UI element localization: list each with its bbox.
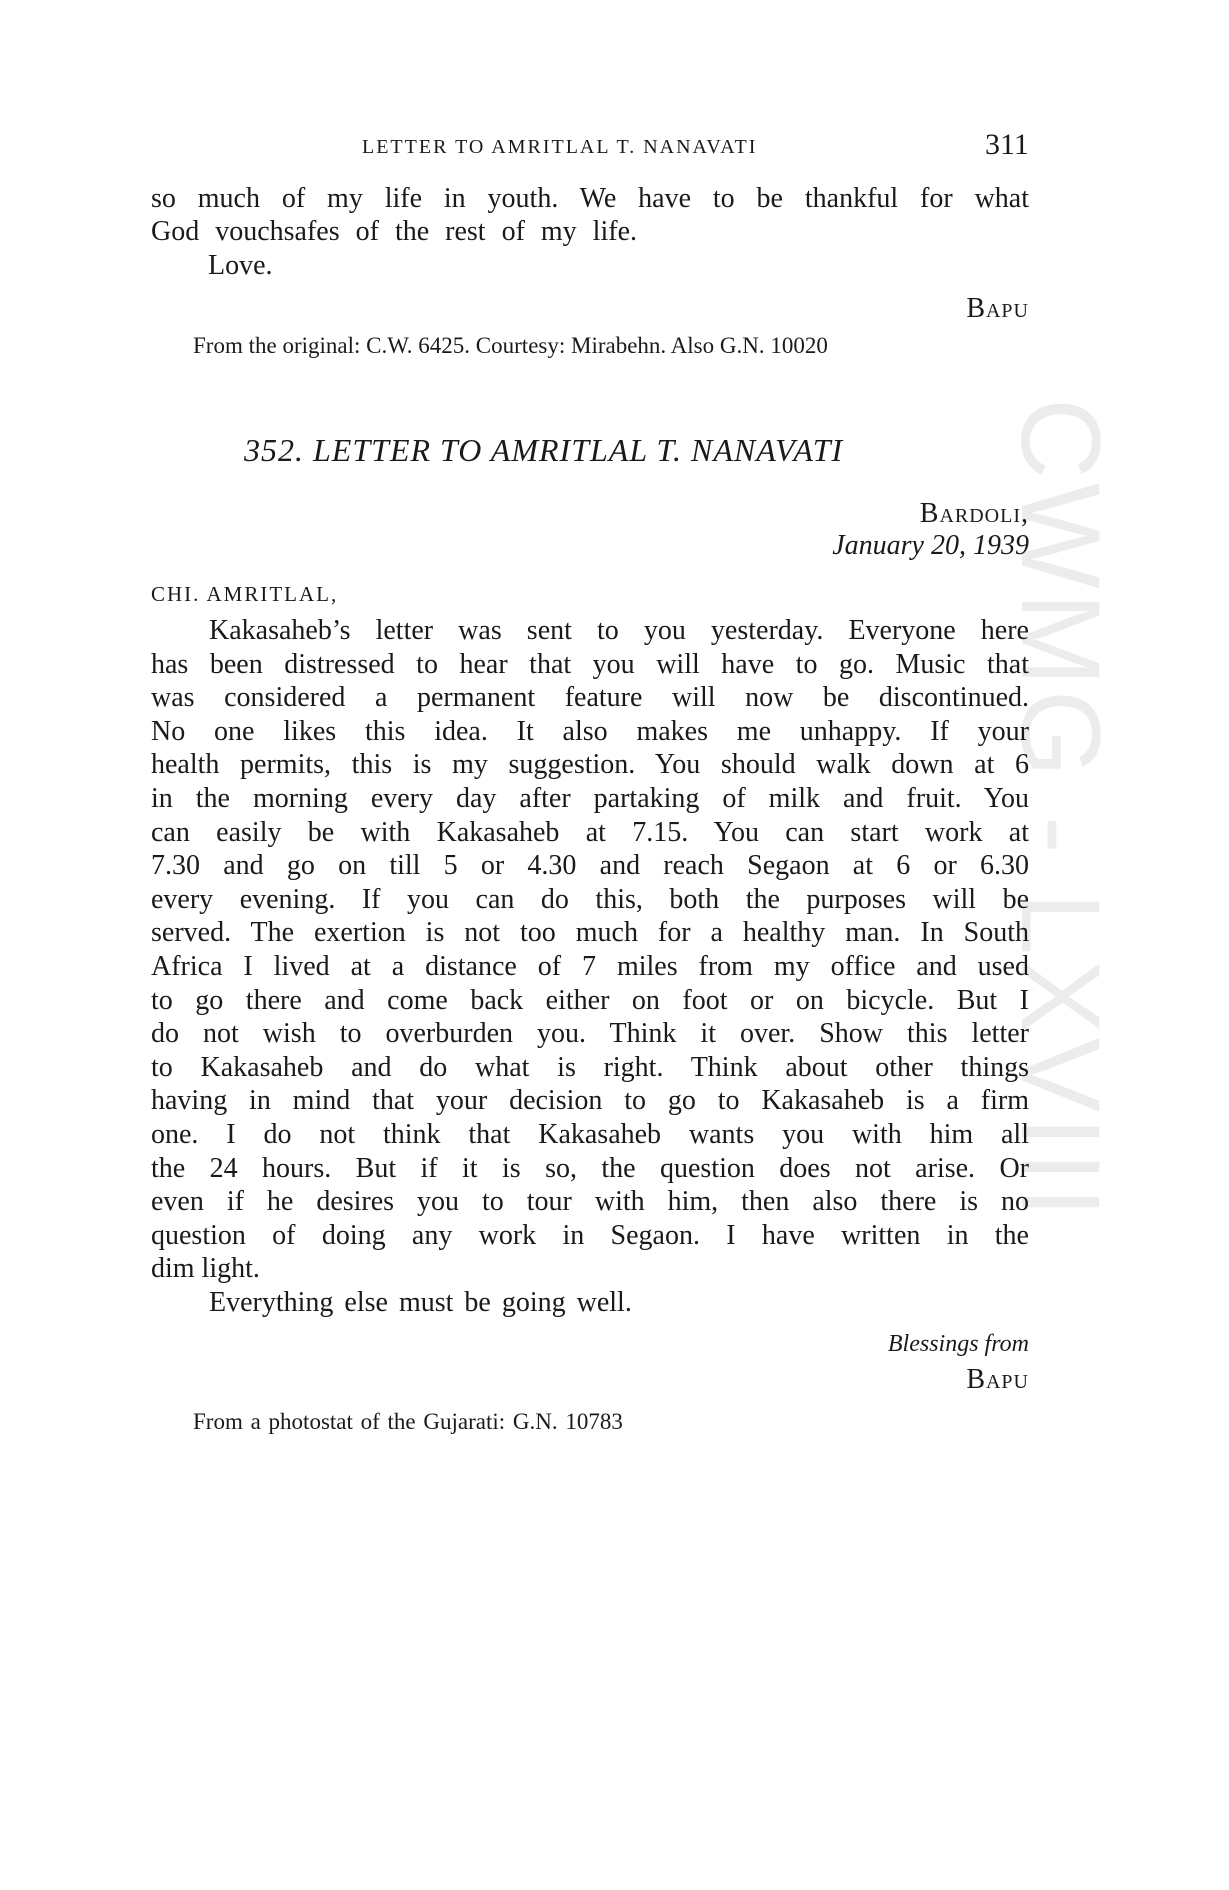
prev-letter-line-1: so much of my life in youth. We have to be thankful for what (151, 183, 1029, 214)
letter-source: From a photostat of the Gujarati: G.N. 10783 (193, 1409, 623, 1434)
letter-place: Bardoli, (919, 498, 1029, 529)
letter-date: January 20, 1939 (832, 530, 1029, 561)
paragraph-line: Africa I lived at a distance of 7 miles from my office and used (151, 950, 1029, 982)
letter-heading: 352. LETTER TO AMRITLAL T. NANAVATI (244, 432, 844, 468)
letter-paragraph (151, 614, 1029, 1319)
watermark: CWMG - LXVIII (998, 398, 1123, 1222)
paragraph-line: to go there and come back either on foot or on bicycle. But I (151, 984, 1029, 1016)
paragraph-last-line: dim light. (151, 1253, 260, 1285)
paragraph-line: was considered a permanent feature will now be discontinued. (151, 682, 1029, 714)
paragraph-line: served. The exertion is not too much for a healthy man. In South (151, 917, 1029, 949)
paragraph-line: to Kakasaheb and do what is right. Think about other things (151, 1051, 1029, 1083)
letter-signature: Bapu (966, 1364, 1029, 1395)
prev-letter-closing: Love. (208, 250, 273, 281)
paragraph-line: do not wish to overburden you. Think it over. Show this letter (151, 1018, 1029, 1050)
paragraph-2: Everything else must be going well. (209, 1286, 632, 1318)
prev-letter-signature: Bapu (966, 293, 1029, 324)
paragraph-line: Kakasaheb’s letter was sent to you yesterday. Everyone here (209, 615, 1029, 646)
paragraph-line: can easily be with Kakasaheb at 7.15. You can start work at (151, 816, 1029, 848)
running-head: LETTER TO AMRITLAL T. NANAVATI (362, 136, 758, 158)
paragraph-line: health permits, this is my suggestion. You should walk down at 6 (151, 749, 1029, 781)
prev-letter-source: From the original: C.W. 6425. Courtesy: Mirabehn. Also G.N. 10020 (193, 333, 828, 358)
paragraph-line: the 24 hours. But if it is so, the question does not arise. Or (151, 1152, 1029, 1184)
letter-salutation: CHI. AMRITLAL, (151, 582, 339, 606)
paragraph-line: question of doing any work in Segaon. I have written in the (151, 1219, 1029, 1251)
paragraph-line: even if he desires you to tour with him, then also there is no (151, 1186, 1029, 1218)
paragraph-line: having in mind that your decision to go to Kakasaheb is a firm (151, 1085, 1029, 1117)
paragraph-line: has been distressed to hear that you will have to go. Music that (151, 648, 1029, 680)
paragraph-line: 7.30 and go on till 5 or 4.30 and reach Segaon at 6 or 6.30 (151, 850, 1029, 882)
page-number: 311 (985, 128, 1029, 161)
letter-blessings: Blessings from (887, 1331, 1029, 1357)
paragraph-line: every evening. If you can do this, both the purposes will be (151, 883, 1029, 915)
paragraph-line: No one likes this idea. It also makes me unhappy. If your (151, 715, 1029, 747)
prev-letter-line-2: God vouchsafes of the rest of my life. (151, 216, 637, 247)
paragraph-line: one. I do not think that Kakasaheb wants you with him all (151, 1118, 1029, 1150)
paragraph-line: in the morning every day after partaking of milk and fruit. You (151, 782, 1029, 814)
